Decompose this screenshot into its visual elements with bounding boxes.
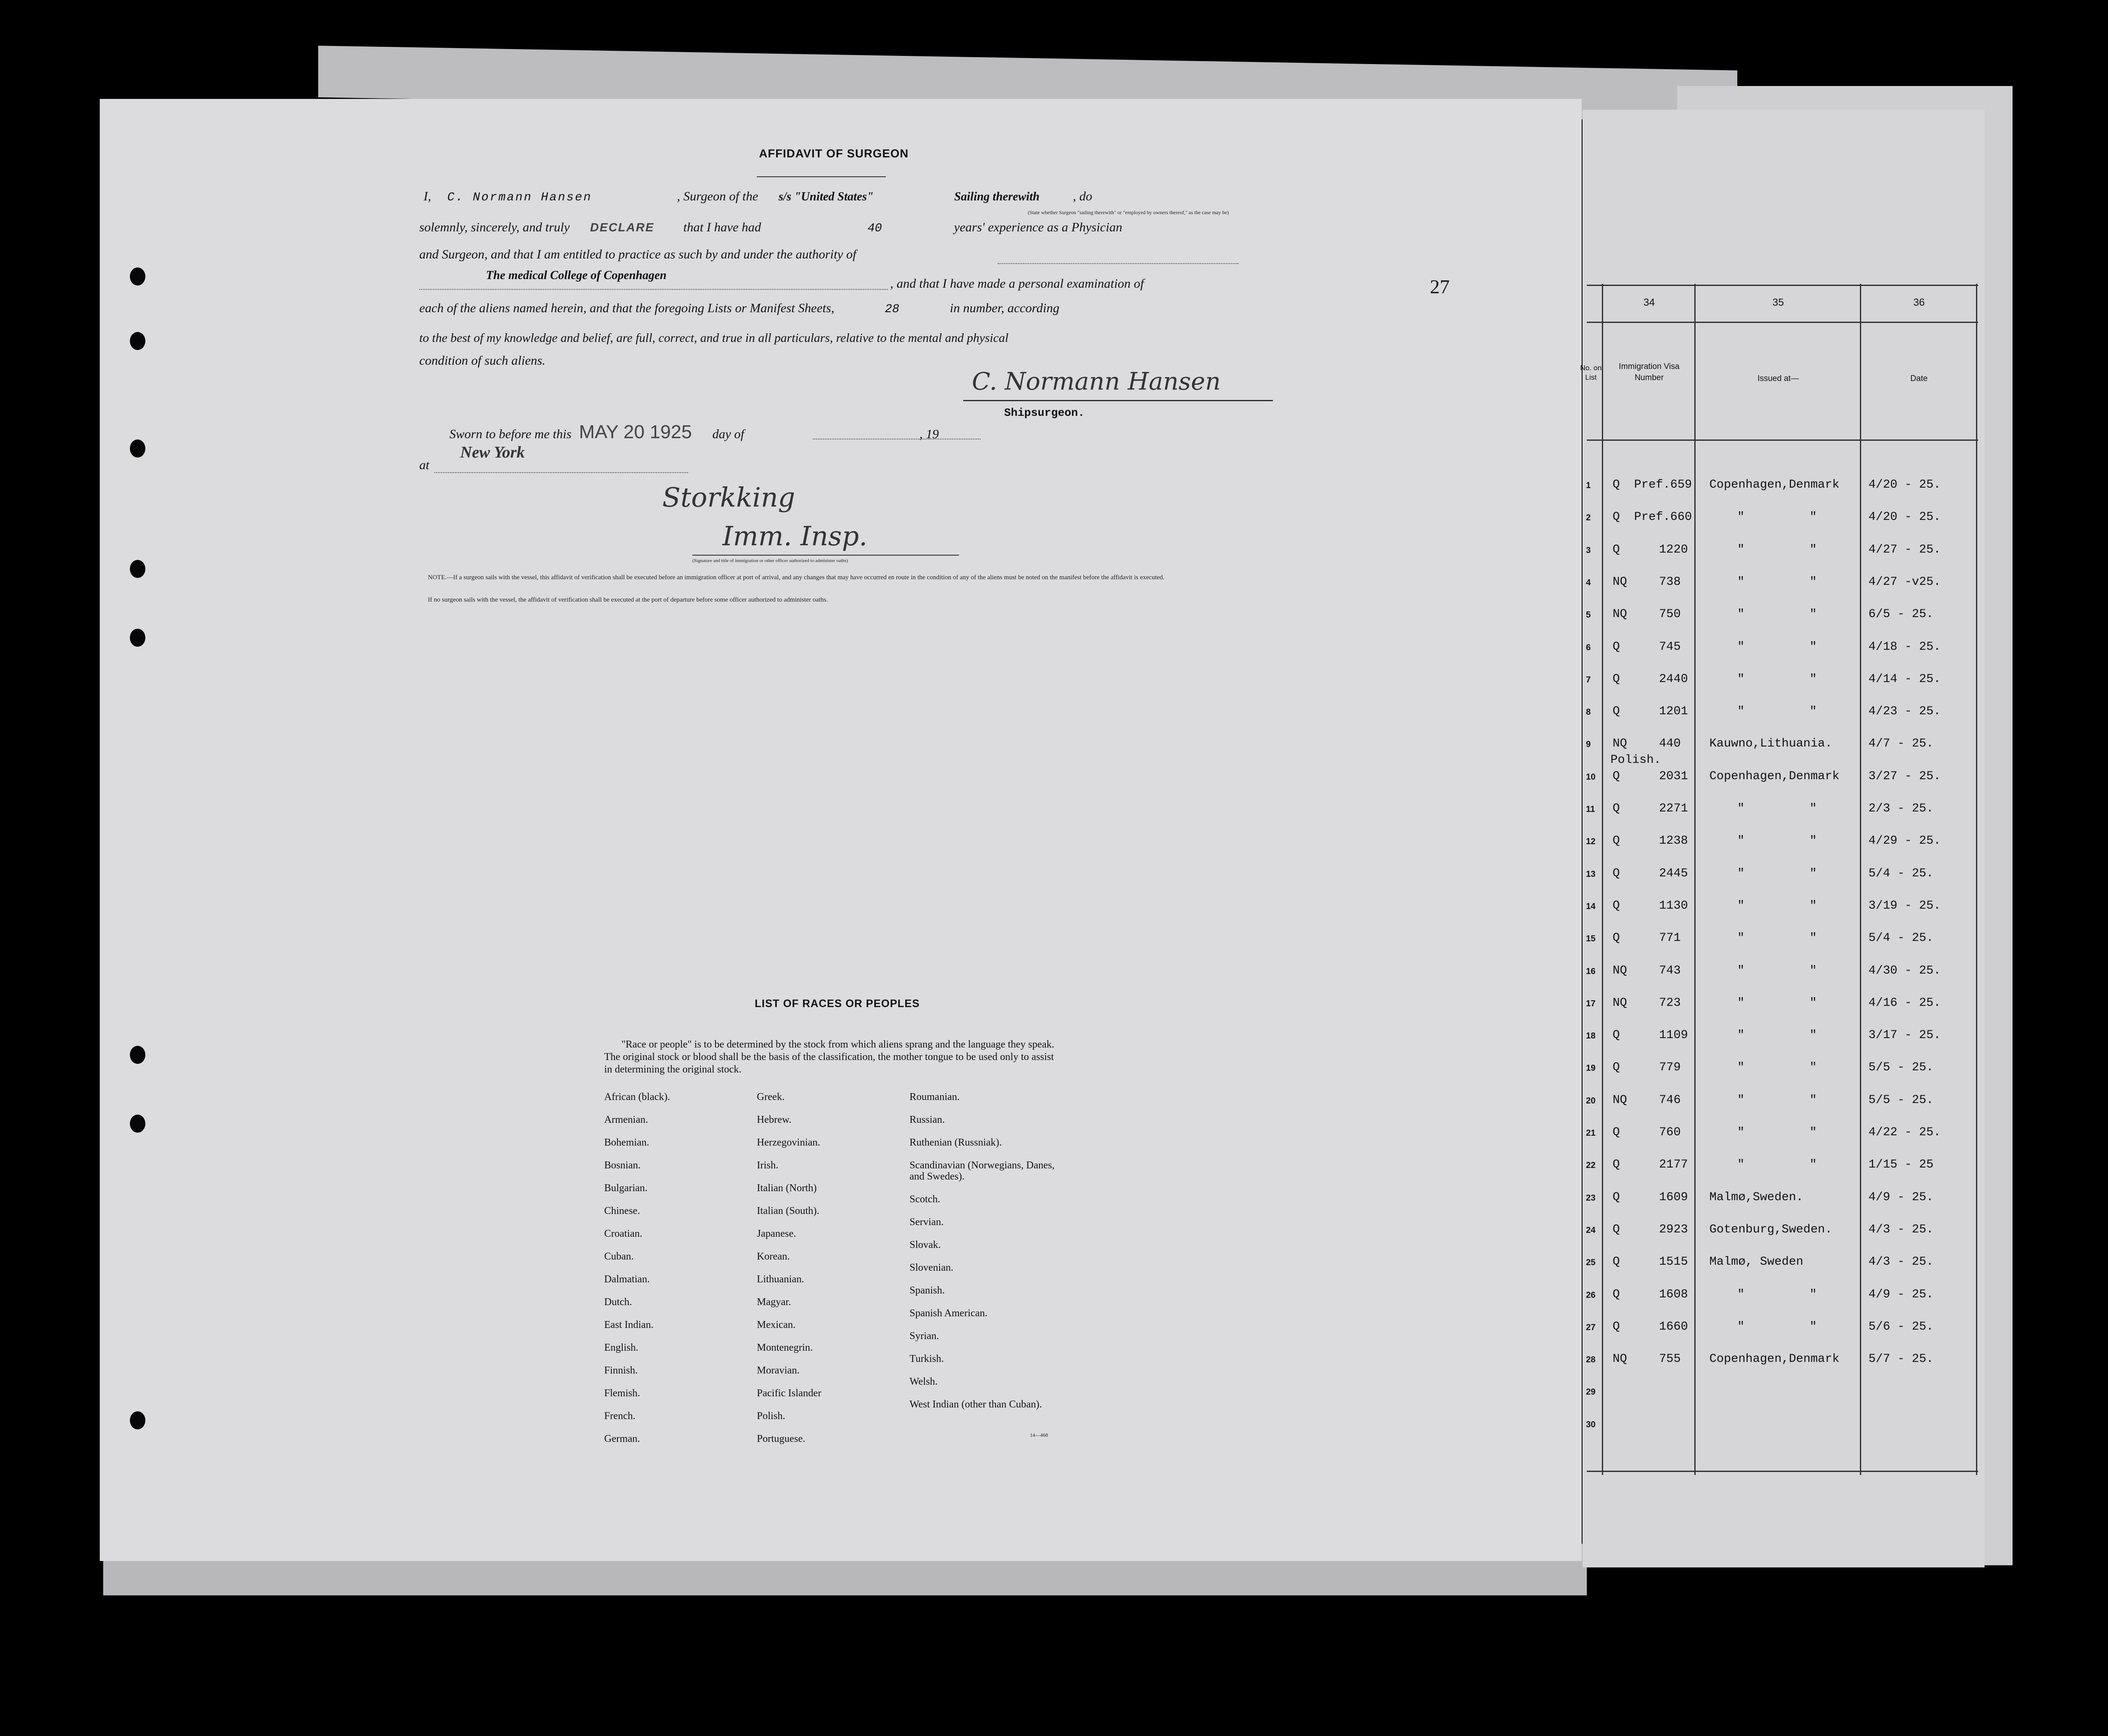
punch-hole (130, 1411, 145, 1429)
cell-no: 18 (1586, 1031, 1596, 1041)
affidavit-line-3: and Surgeon, and that I am entitled to practice as such by and under the authority of (419, 247, 857, 261)
cell-no: 24 (1586, 1225, 1596, 1235)
cell-issued: Malmø, Sweden (1709, 1255, 1804, 1269)
cell-type: Q (1613, 1126, 1620, 1139)
header-issued-at: Issued at— (1757, 374, 1799, 383)
affidavit-line-5 (419, 301, 1059, 316)
race-entry: Italian (South). (757, 1205, 820, 1217)
cell-type: NQ (1613, 608, 1627, 621)
race-entry: Dalmatian. (604, 1274, 650, 1285)
cell-type: Q (1613, 478, 1620, 492)
race-entry: Slovak. (910, 1239, 941, 1251)
cell-date: 4/29 - 25. (1868, 834, 1941, 848)
cell-date: 4/30 - 25. (1868, 964, 1941, 977)
cell-type: Q (1613, 931, 1620, 945)
race-entry: West Indian (other than Cuban). (910, 1399, 1042, 1410)
cell-visa: 440 (1659, 737, 1681, 751)
race-entry: East Indian. (604, 1319, 654, 1330)
cell-visa: 743 (1659, 964, 1681, 977)
cell-issued: " " (1737, 705, 1817, 719)
cell-issued: " " (1737, 1126, 1817, 1139)
cell-no: 22 (1586, 1161, 1596, 1171)
races-col-2 (757, 1086, 903, 1450)
dotted-line (998, 263, 1238, 264)
race-entry: Moravian. (757, 1365, 800, 1376)
cell-issued: " " (1737, 1061, 1817, 1075)
cell-type: Q (1613, 1320, 1620, 1333)
header-date: Date (1910, 374, 1928, 383)
race-entry: Welsh. (910, 1376, 938, 1387)
race-entry: Bohemian. (604, 1137, 649, 1148)
surgeon-signature: C. Normann Hansen (972, 368, 1221, 396)
races-col-3 (910, 1086, 1056, 1416)
cell-no: 28 (1586, 1355, 1596, 1365)
cell-visa: 1660 (1659, 1320, 1688, 1333)
race-entry: Bulgarian. (604, 1183, 648, 1194)
race-entry: Spanish American. (910, 1308, 988, 1319)
cell-issued: " " (1737, 1287, 1817, 1301)
cell-issued: " " (1737, 543, 1817, 556)
cell-date: 1/15 - 25 (1868, 1158, 1934, 1172)
cell-issued: Kauwno,Lithuania. (1709, 737, 1832, 751)
title-rule (757, 176, 886, 177)
officer-title: Imm. Insp. (722, 520, 868, 552)
race-entry: English. (604, 1342, 639, 1353)
signature-line (963, 400, 1273, 401)
header-no-on-list: No. on List (1580, 364, 1602, 381)
cell-visa: 738 (1659, 575, 1681, 589)
cell-issued: " " (1737, 866, 1817, 880)
cell-type: Q (1613, 1255, 1620, 1269)
cell-visa: 771 (1659, 931, 1681, 945)
col-rule (1602, 284, 1603, 1475)
race-entry: German. (604, 1433, 640, 1444)
race-entry: Polish. (757, 1410, 786, 1422)
cell-issued: " " (1737, 931, 1817, 945)
race-entry: Chinese. (604, 1205, 640, 1217)
cell-date: 5/5 - 25. (1868, 1093, 1934, 1107)
form-number: 14—468 (1030, 1432, 1048, 1438)
punch-hole (130, 439, 145, 458)
race-entry: Russian. (910, 1114, 945, 1125)
race-entry: Flemish. (604, 1388, 640, 1399)
cell-issued: " " (1737, 1158, 1817, 1172)
cell-type: NQ (1613, 737, 1627, 751)
race-entry: Montenegrin. (757, 1342, 813, 1353)
cell-visa: 1130 (1659, 899, 1688, 913)
affidavit-line-1 (424, 189, 1092, 204)
cell-no: 3 (1586, 545, 1591, 555)
cell-no: 16 (1586, 966, 1596, 976)
text: , 19 (919, 427, 939, 441)
race-entry: African (black). (604, 1091, 670, 1103)
cell-issued: " " (1737, 510, 1817, 524)
cell-issued: Gotenburg,Sweden. (1709, 1223, 1832, 1236)
race-entry: Scotch. (910, 1194, 940, 1205)
races-intro: "Race or people" is to be determined by the stock from which aliens sprang and the language they speak. The original stock or blood shall be the basis of the classification, the mother tongue to be used only to assist in determining the original stock. (604, 1039, 1054, 1075)
race-entry: Croatian. (604, 1228, 642, 1239)
sworn-line (449, 421, 939, 443)
cell-issued: " " (1737, 964, 1817, 977)
cell-no: 15 (1586, 934, 1596, 944)
cell-visa: 750 (1659, 608, 1681, 621)
cell-no: 11 (1586, 805, 1595, 814)
cell-visa: 1608 (1659, 1287, 1688, 1301)
race-entry: Irish. (757, 1160, 778, 1171)
race-entry: Turkish. (910, 1353, 944, 1364)
cell-no: 13 (1586, 869, 1596, 879)
race-entry: Italian (North) (757, 1183, 817, 1194)
race-entry: Scandinavian (Norwegians, Danes, and Swedes). (910, 1160, 1055, 1182)
text: that I have had (683, 220, 761, 234)
surgeon-status-note: (State whether Surgeon "sailing therewith" or "employed by owners thereof," as the case may be) (1028, 209, 1229, 215)
text: each of the aliens named herein, and that the foregoing Lists or Manifest Sheets, (419, 301, 835, 315)
cell-no: 6 (1586, 642, 1591, 652)
cell-visa: 760 (1659, 1126, 1681, 1139)
cell-visa: 1109 (1659, 1029, 1688, 1042)
cell-visa: 2923 (1659, 1223, 1688, 1236)
text: at (419, 458, 430, 472)
race-entry: Cuban. (604, 1251, 634, 1262)
sheets-count: 28 (885, 303, 900, 316)
cell-no: 14 (1586, 901, 1596, 911)
cell-no: 9 (1586, 740, 1591, 750)
punch-hole (130, 560, 145, 578)
cell-issued: " " (1737, 672, 1817, 686)
cell-date: 3/27 - 25. (1868, 769, 1941, 783)
text: , do (1072, 189, 1092, 203)
race-entry: Mexican. (757, 1319, 796, 1330)
cell-date: 6/5 - 25. (1868, 608, 1934, 621)
cell-issued: " " (1737, 1320, 1817, 1333)
cell-issued: " " (1737, 996, 1817, 1010)
race-entry: Pacific Islander (757, 1388, 821, 1399)
cell-date: 3/17 - 25. (1868, 1029, 1941, 1042)
cell-date: 4/27 -v25. (1868, 575, 1941, 589)
cell-visa: 1609 (1659, 1190, 1688, 1204)
cell-date: 5/4 - 25. (1868, 931, 1934, 945)
punch-hole (130, 1046, 145, 1064)
cell-issued: Malmø,Sweden. (1709, 1190, 1804, 1204)
cell-visa: 2271 (1659, 802, 1688, 815)
col-number-34: 34 (1643, 297, 1655, 308)
cell-type: NQ (1613, 575, 1627, 589)
header-visa-number: Immigration Visa Number (1619, 362, 1680, 382)
text: , Surgeon of the (677, 189, 759, 203)
race-entry: Dutch. (604, 1297, 632, 1308)
affidavit-line-4: , and that I have made a personal examination of (890, 277, 1144, 291)
at-line (419, 458, 429, 473)
cell-date: 4/3 - 25. (1868, 1255, 1934, 1269)
surgeon-name: C. Normann Hansen (447, 191, 592, 204)
cell-date: 4/9 - 25. (1868, 1287, 1934, 1301)
cell-visa: 1220 (1659, 543, 1688, 556)
cell-date: 5/6 - 25. (1868, 1320, 1934, 1333)
cell-type: Q (1613, 1223, 1620, 1236)
cell-visa: 2445 (1659, 866, 1688, 880)
cell-type: Q (1613, 802, 1620, 815)
cell-date: 5/4 - 25. (1868, 866, 1934, 880)
cell-type: Q (1613, 1158, 1620, 1172)
races-title: LIST OF RACES OR PEOPLES (755, 998, 920, 1010)
officer-signature: Storkking (662, 482, 795, 513)
cell-no: 10 (1586, 772, 1596, 782)
cell-no: 7 (1586, 675, 1591, 685)
cell-date: 4/23 - 25. (1868, 705, 1941, 719)
race-entry: Servian. (910, 1217, 944, 1228)
cell-no: 4 (1586, 578, 1591, 587)
race-entry: Finnish. (604, 1365, 638, 1376)
cell-no: 29 (1586, 1387, 1596, 1397)
cell-visa: 746 (1659, 1093, 1681, 1107)
cell-date: 4/27 - 25. (1868, 543, 1941, 556)
affidavit-line-6: to the best of my knowledge and belief, are full, correct, and true in all particulars, relative to the mental and physical (419, 331, 1009, 345)
cell-type: Q (1613, 1190, 1620, 1204)
race-entry: French. (604, 1410, 636, 1422)
sailing-status: Sailing therewith (954, 190, 1040, 203)
punch-hole (130, 332, 145, 350)
race-entry: Syrian. (910, 1330, 939, 1342)
cell-type: Q (1613, 866, 1620, 880)
cell-no: 20 (1586, 1096, 1596, 1106)
table-bottom-rule (1587, 1471, 1978, 1472)
cell-issued: " " (1737, 899, 1817, 913)
cell-issued: Copenhagen,Denmark (1709, 478, 1840, 492)
table-top-rule (1587, 285, 1978, 286)
vessel-name: s/s "United States" (778, 190, 874, 203)
cell-type: Q (1613, 1287, 1620, 1301)
cell-no: 25 (1586, 1258, 1596, 1268)
cell-type: Q (1613, 705, 1620, 719)
cell-visa: Pref.659 (1634, 478, 1692, 492)
cell-visa: 723 (1659, 996, 1681, 1010)
cell-issued: Copenhagen,Denmark (1709, 769, 1840, 783)
officer-line (692, 555, 959, 556)
punch-hole (130, 1115, 145, 1133)
cell-visa: 2440 (1659, 672, 1688, 686)
cell-issued: " " (1737, 1029, 1817, 1042)
cell-issued: " " (1737, 575, 1817, 589)
cell-date: 3/19 - 25. (1868, 899, 1941, 913)
text: years' experience as a Physician (954, 220, 1122, 234)
cell-date: 5/5 - 25. (1868, 1061, 1934, 1075)
race-entry: Greek. (757, 1091, 785, 1103)
cell-type: Q (1613, 769, 1620, 783)
place-stamp: New York (460, 443, 525, 461)
authority-field: The medical College of Copenhagen (486, 269, 667, 282)
race-entry: Magyar. (757, 1297, 791, 1308)
cell-visa: 755 (1659, 1352, 1681, 1366)
cell-date: 4/20 - 25. (1868, 510, 1941, 524)
cell-date: 4/16 - 25. (1868, 996, 1941, 1010)
cell-no: 8 (1586, 707, 1591, 717)
cell-no: 27 (1586, 1322, 1596, 1332)
cell-no: 1 (1586, 481, 1591, 490)
cell-type: NQ (1613, 996, 1627, 1010)
cell-visa: 779 (1659, 1061, 1681, 1075)
cell-type: Q (1613, 672, 1620, 686)
cell-no: 21 (1586, 1128, 1596, 1138)
text: in number, according (950, 301, 1060, 315)
affidavit-title: AFFIDAVIT OF SURGEON (759, 147, 909, 160)
cell-type: NQ (1613, 1352, 1627, 1366)
cell-date: 2/3 - 25. (1868, 802, 1934, 815)
race-entry: Slovenian. (910, 1262, 953, 1273)
text: Sworn to before me this (449, 427, 572, 441)
cell-no: 19 (1586, 1063, 1596, 1073)
cell-no: 2 (1586, 513, 1591, 523)
cell-type: NQ (1613, 964, 1627, 977)
races-col-1 (604, 1086, 750, 1450)
cell-no: 26 (1586, 1290, 1596, 1300)
race-entry: Portuguese. (757, 1433, 805, 1444)
cell-type: NQ (1613, 1093, 1627, 1107)
cell-type: Q (1613, 899, 1620, 913)
years-experience: 40 (867, 222, 882, 235)
text: solemnly, sincerely, and truly (419, 220, 570, 234)
cell-type: Q (1613, 510, 1620, 524)
signature-title: Shipsurgeon. (1004, 406, 1085, 419)
cell-type: Q (1613, 640, 1620, 654)
cell-issued: " " (1737, 834, 1817, 848)
text: I, (424, 189, 431, 203)
cell-date: 4/7 - 25. (1868, 737, 1934, 751)
cell-issued: " " (1737, 1093, 1817, 1107)
date-stamp: MAY 20 1925 (579, 421, 692, 442)
officer-caption: (Signature and title of immigration or other officer authorized to administer oaths) (692, 558, 848, 563)
dotted-line (419, 289, 888, 290)
table-header-rule (1587, 439, 1978, 441)
dotted-line (434, 472, 688, 473)
cell-visa: 2031 (1659, 769, 1688, 783)
cell-no: 12 (1586, 837, 1596, 847)
cell-visa: 1238 (1659, 834, 1688, 848)
race-entry: Spanish. (910, 1285, 945, 1296)
affidavit-line-7: condition of such aliens. (419, 353, 546, 368)
col-rule (1860, 284, 1861, 1475)
cell-type: Q (1613, 543, 1620, 556)
cell-date: 4/3 - 25. (1868, 1223, 1934, 1236)
cell-visa: 745 (1659, 640, 1681, 654)
cell-issued: Copenhagen,Denmark (1709, 1352, 1840, 1366)
cell-no: 5 (1586, 610, 1591, 620)
col-rule (1694, 284, 1696, 1475)
cell-date: 4/14 - 25. (1868, 672, 1941, 686)
cell-no: 17 (1586, 999, 1596, 1008)
note-1: NOTE.—If a surgeon sails with the vessel, this affidavit of verification shall be executed before an immigration officer at port of arrival, and any changes that may have occurred en route in the condition of any of the aliens must be noted on the manifest before the affidavit is executed. (428, 574, 1165, 581)
cell-issued: " " (1737, 640, 1817, 654)
cell-type: Q (1613, 834, 1620, 848)
cell-date: 4/18 - 25. (1868, 640, 1941, 654)
cell-visa: 1201 (1659, 705, 1688, 719)
note-2: If no surgeon sails with the vessel, the affidavit of verification shall be executed at the port of departure before some officer authorized to administer oaths. (428, 596, 828, 603)
race-entry: Hebrew. (757, 1114, 792, 1125)
race-entry: Ruthenian (Russniak). (910, 1137, 1002, 1148)
affidavit-line-2 (419, 220, 1122, 235)
race-entry: Korean. (757, 1251, 790, 1262)
table-number-rule (1587, 322, 1978, 323)
col-number-36: 36 (1913, 297, 1925, 308)
race-entry: Armenian. (604, 1114, 648, 1125)
col-number-35: 35 (1772, 297, 1784, 308)
cell-extra: Polish. (1610, 753, 1661, 767)
declare-stamp: DECLARE (590, 221, 655, 234)
race-entry: Herzegovinian. (757, 1137, 820, 1148)
race-entry: Bosnian. (604, 1160, 641, 1171)
cell-no: 30 (1586, 1420, 1596, 1429)
cell-visa: 2177 (1659, 1158, 1688, 1172)
cell-issued: " " (1737, 802, 1817, 815)
cell-visa: Pref.660 (1634, 510, 1692, 524)
page-number: 27 (1430, 276, 1450, 298)
cell-date: 5/7 - 25. (1868, 1352, 1934, 1366)
cell-visa: 1515 (1659, 1255, 1688, 1269)
punch-hole (130, 267, 145, 286)
cell-type: Q (1613, 1029, 1620, 1042)
cell-date: 4/22 - 25. (1868, 1126, 1941, 1139)
cell-type: Q (1613, 1061, 1620, 1075)
cell-date: 4/20 - 25. (1868, 478, 1941, 492)
cell-no: 23 (1586, 1193, 1596, 1203)
text: day of (712, 427, 744, 441)
punch-hole (130, 629, 145, 647)
race-entry: Roumanian. (910, 1091, 960, 1103)
race-entry: Japanese. (757, 1228, 796, 1239)
cell-issued: " " (1737, 608, 1817, 621)
cell-date: 4/9 - 25. (1868, 1190, 1934, 1204)
race-entry: Lithuanian. (757, 1274, 804, 1285)
col-rule (1976, 284, 1977, 1475)
